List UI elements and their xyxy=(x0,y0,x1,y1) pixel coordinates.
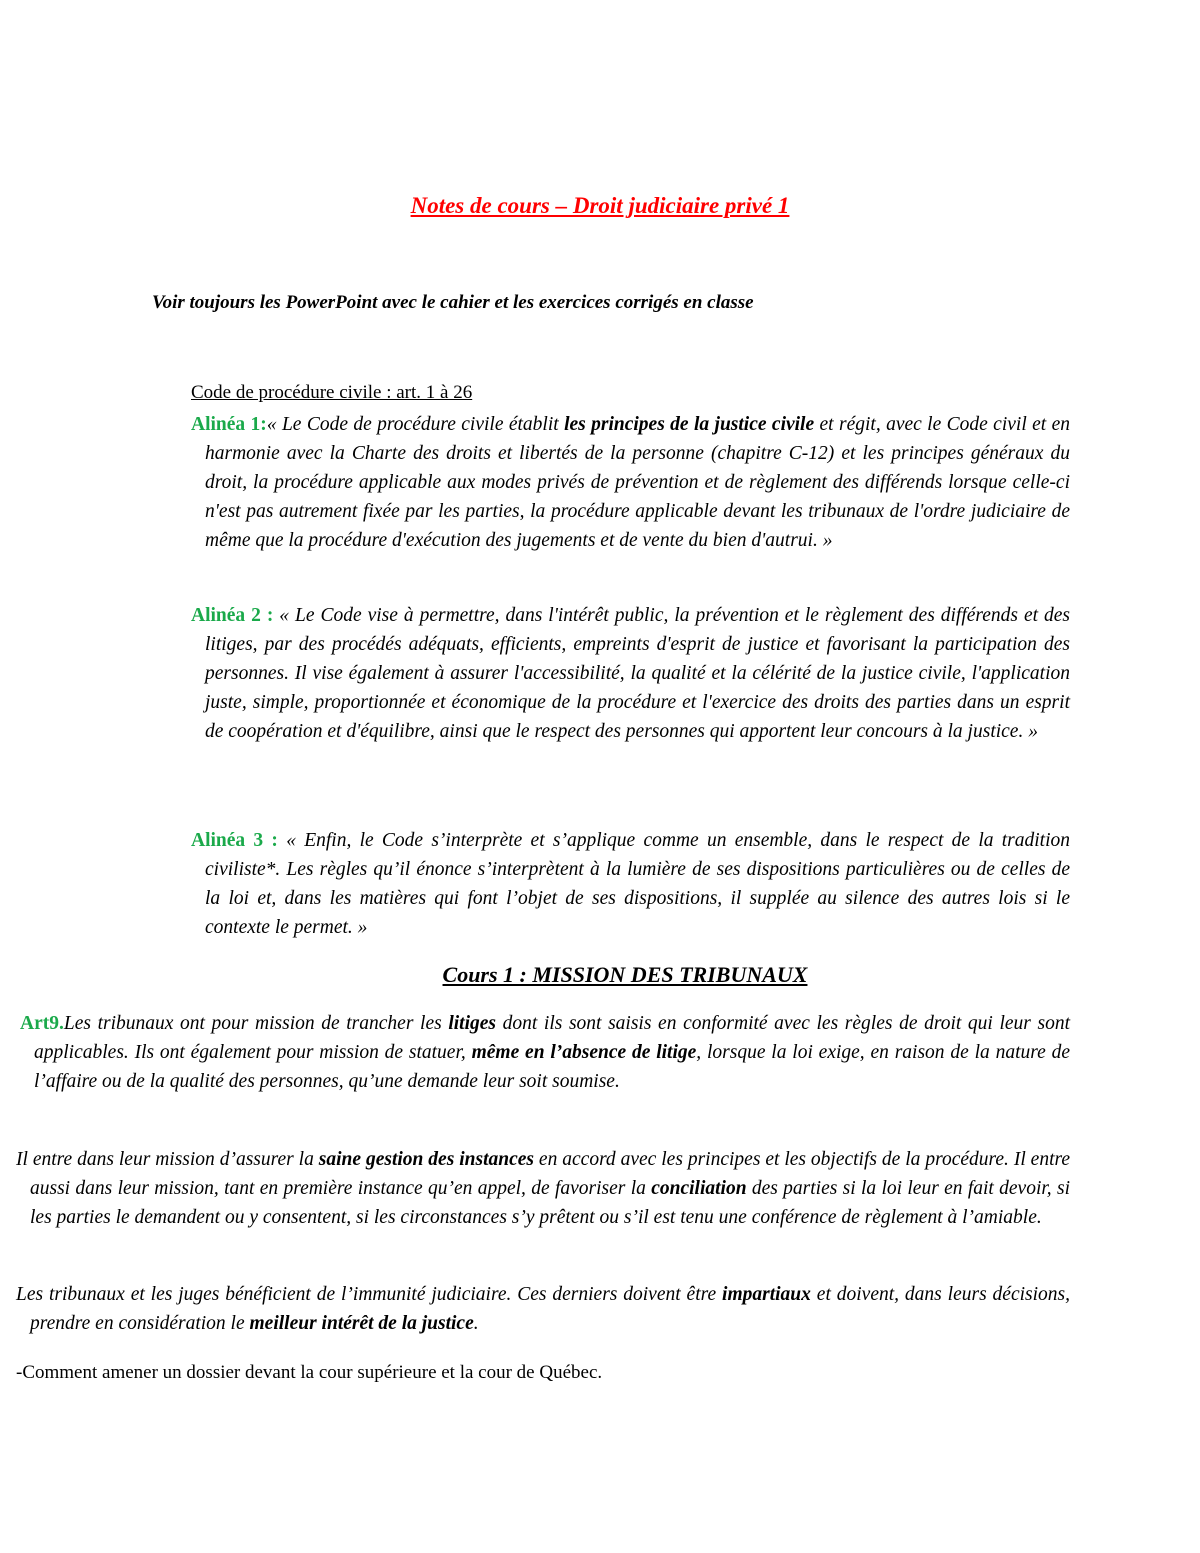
mission-text-b: en accord avec les principes et les objectifs de la procédure. Il entre aussi dans leur mission, tant en première instance qu’en appel, de favoriser la xyxy=(30,1149,1071,1199)
immunity-bold-impartiaux: impartiaux xyxy=(722,1284,811,1305)
mission-text-a: Il entre dans leur mission d’assurer la xyxy=(16,1149,319,1170)
alinea-2-label: Alinéa 2 : xyxy=(191,605,274,626)
document-subtitle: Voir toujours les PowerPoint avec le cahier et les exercices corrigés en classe xyxy=(152,292,754,313)
alinea-1-paragraph xyxy=(191,410,1070,555)
closing-line: -Comment amener un dossier devant la cour supérieure et la cour de Québec. xyxy=(16,1362,603,1383)
alinea-1-text-b: et régit, avec le Code civil et en harmonie avec la Charte des droits et libertés de la personne (chapitre C-12) et les principes généraux du droit, la procédure applicable aux modes privés de prévention et de règlement des différends lorsque celle-ci n'est pas autrement fixée par les parties, la procédure applicable devant les tribunaux de l'ordre judiciaire de même que la procédure d'exécution des jugements et de vente du bien d'autrui. » xyxy=(205,414,1070,551)
course-title: Cours 1 : MISSION DES TRIBUNAUX xyxy=(442,962,808,987)
immunity-text-b: et doivent, dans leurs décisions, prendre en considération le xyxy=(30,1284,1070,1334)
immunity-text-c: . xyxy=(473,1313,479,1334)
mission-paragraph xyxy=(16,1145,1070,1232)
art9-bold-litiges: litiges xyxy=(448,1013,496,1034)
art9-paragraph xyxy=(20,1009,1070,1096)
immunity-paragraph xyxy=(16,1280,1070,1338)
code-heading: Code de procédure civile : art. 1 à 26 xyxy=(191,382,473,403)
mission-bold-gestion: saine gestion des instances xyxy=(318,1149,534,1170)
document-title: Notes de cours – Droit judiciaire privé 1 xyxy=(410,193,790,218)
alinea-3-paragraph xyxy=(191,826,1070,942)
alinea-3-label: Alinéa 3 : xyxy=(191,830,278,851)
alinea-1-text-a: « Le Code de procédure civile établit xyxy=(266,414,565,435)
mission-text-c: des parties si la loi leur en fait devoir, si les parties le demandent ou y consentent, si les circonstances s’y prêtent ou s’il est tenu une conférence de règlement à l’amiable. xyxy=(30,1178,1070,1228)
mission-bold-conciliation: conciliation xyxy=(651,1178,747,1199)
alinea-2-text: « Le Code vise à permettre, dans l'intérêt public, la prévention et le règlement des différends et des litiges, par des procédés adéquats, efficients, empreints d'esprit de justice et favorisant la participation des personnes. Il vise également à assurer l'accessibilité, la qualité et la célérité de la justice civile, l'application juste, simple, proportionnée et économique de la procédure et l'exercice des droits des parties dans un esprit de coopération et d'équilibre, ainsi que le respect des personnes qui apportent leur concours à la justice. » xyxy=(205,605,1070,742)
art9-text-a: Les tribunaux ont pour mission de trancher les xyxy=(63,1013,449,1034)
alinea-1-bold: les principes de la justice civile xyxy=(564,414,815,435)
alinea-3-text: « Enfin, le Code s’interprète et s’applique comme un ensemble, dans le respect de la tradition civiliste*. Les règles qu’il énonce s’interprètent à la lumière de ses dispositions particulières ou de celles de la loi et, dans les matières qui font l’objet de ses dispositions, il supplée au silence des autres lois si le contexte le permet. » xyxy=(205,830,1070,938)
art9-text-b: dont ils sont saisis en conformité avec les règles de droit qui leur sont applicables. Ils ont également pour mission de statuer, xyxy=(34,1013,1071,1063)
art9-bold-absence: même en l’absence de litige xyxy=(471,1042,697,1063)
art9-text-c: , lorsque la loi exige, en raison de la nature de l’affaire ou de la qualité des personnes, qu’une demande leur soit soumise. xyxy=(34,1042,1070,1092)
immunity-bold-interet: meilleur intérêt de la justice xyxy=(249,1313,474,1334)
immunity-text-a: Les tribunaux et les juges bénéficient de l’immunité judiciaire. Ces derniers doivent être xyxy=(16,1284,723,1305)
alinea-2-paragraph xyxy=(191,601,1070,746)
alinea-1-label: Alinéa 1: xyxy=(191,414,267,435)
art9-label: Art9. xyxy=(20,1013,64,1034)
